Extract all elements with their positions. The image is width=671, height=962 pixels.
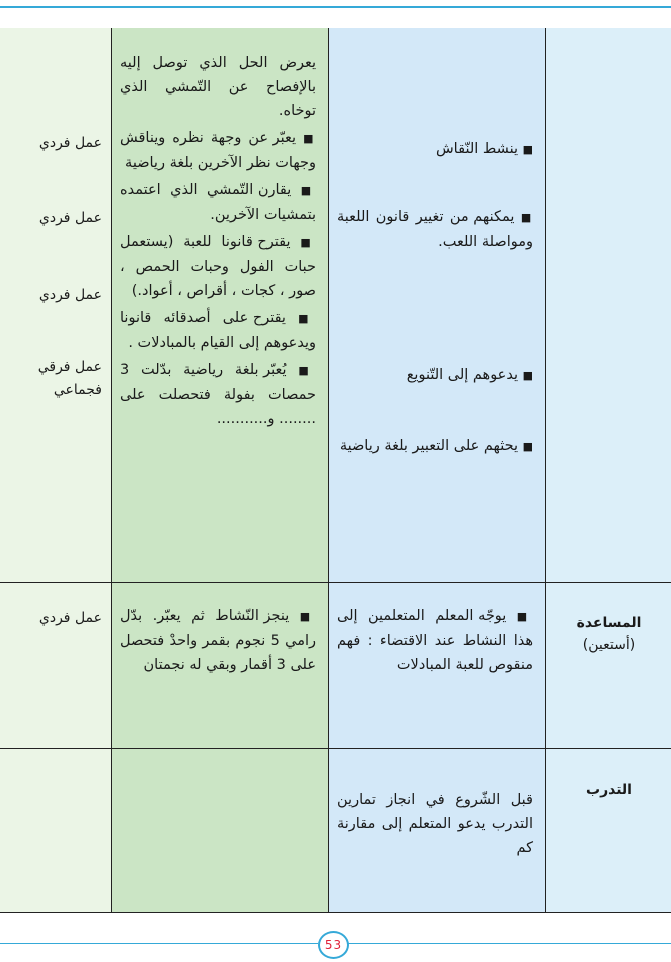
footer-line [0, 943, 318, 944]
bullet-icon: ■ [522, 440, 533, 453]
work-mode-label: عمل فرقي فجماعي [37, 359, 102, 398]
phase-subtitle: (أستعين) [582, 637, 636, 653]
phase-label-practice [552, 779, 666, 801]
footer-line [347, 943, 671, 944]
teacher-item: ■ يحثهم على التعبير بلغة رياضية [339, 438, 533, 454]
work-mode-label: عمل فردي [38, 610, 102, 626]
work-mode-label: عمل فردي [38, 287, 102, 303]
teacher-item: ■ يوجّه المعلم المتعلمين إلى هذا النشاط عند الاقتضاء : فهم منقوص للعبة المبادلات [337, 608, 533, 673]
teacher-item: ■ يدعوهم إلى التّنويع [406, 367, 533, 383]
phase-title: التدرب [586, 782, 632, 798]
bullet-icon: ■ [522, 143, 533, 156]
teacher-item: ■ ينشط النّقاش [435, 141, 533, 157]
bullet-icon: ■ [522, 369, 533, 382]
bullet-icon: ■ [299, 610, 316, 623]
work-mode-column [0, 28, 111, 913]
activity-item: ■ يُعبّر بلغة رياضية بدّلت 3 حمصات بفولة فتحصلت على ........ و........... [120, 362, 316, 427]
phase-label-help [552, 612, 666, 656]
work-mode-label: عمل فردي [38, 210, 102, 226]
bullet-icon: ■ [303, 132, 316, 145]
teacher-item: ■ يمكنهم من تغيير قانون اللعبة ومواصلة اللعب. [337, 209, 533, 250]
activity-item: ■ يقارن التّمشي الذي اعتمده بتمشيات الآخرين. [120, 182, 316, 223]
bullet-icon: ■ [520, 211, 533, 224]
row-divider [0, 748, 671, 749]
column-divider [328, 28, 329, 913]
activity-item: ■ يقترح قانونا للعبة (يستعمل حبات الفول وحبات الحمص ، صور ، كجات ، أقراص ، أعواد.) [120, 234, 316, 299]
column-divider [111, 28, 112, 913]
teacher-text: قبل الشّروع في انجاز تمارين التدرب يدعو المتعلم إلى مقارنة كم [337, 792, 533, 856]
bullet-icon: ■ [300, 236, 316, 249]
bullet-icon: ■ [300, 184, 316, 197]
activity-text: يعرض الحل الذي توصل إليه بالإفصاح عن التّمشي الذي توخاه. [120, 55, 316, 119]
activity-item: ■ يقترح على أصدقائه قانونا ويدعوهم إلى القيام بالمبادلات . [120, 310, 316, 351]
top-rule [0, 6, 671, 8]
bullet-icon: ■ [516, 610, 533, 623]
bullet-icon: ■ [298, 364, 316, 377]
activity-item: ■ يعبّر عن وجهة نظره ويناقش وجهات نظر الآخرين بلغة رياضية [120, 130, 316, 171]
activity-item: ■ ينجز النّشاط ثم يعبّر. بدّل رامي 5 نجوم بقمر واحدْ فتحصل على 3 أقمار وبقي له نجمتان [120, 608, 316, 673]
bullet-icon: ■ [298, 312, 316, 325]
work-mode-label: عمل فردي [38, 135, 102, 151]
column-divider [545, 28, 546, 913]
page-number: 53 [318, 931, 349, 959]
row-divider [0, 582, 671, 583]
phase-title: المساعدة [576, 615, 642, 631]
table-bottom-border [0, 912, 671, 913]
learner-activities-block [120, 51, 316, 434]
